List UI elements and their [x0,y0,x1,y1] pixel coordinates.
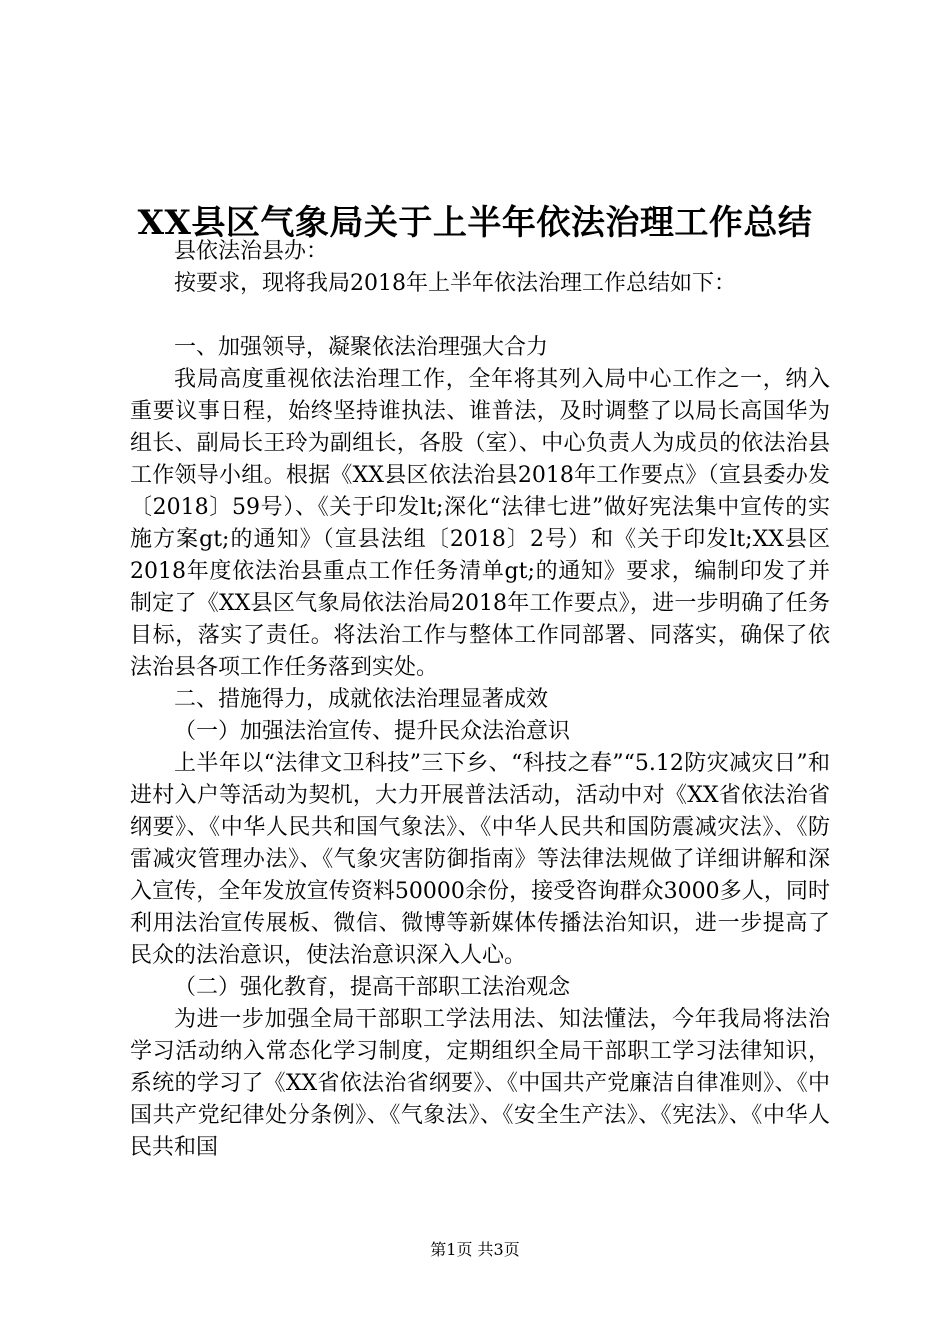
intro-paragraph: 按要求，现将我局2018年上半年依法治理工作总结如下： [174,271,736,296]
body-paragraph-1: 我局高度重视依法治理工作，全年将其列入局中心工作之一，纳入重要议事日程，始终坚持谁执法、谁普法，及时调整了以局长高国华为组长、副局长王玲为副组长，各股（室）、中心负责人为成员的依法治县工作领导小组。根据《XX县区依法治县2018年工作要点》（宣县委办发〔2018〕59号）、《关于印发lt;深化“法律七进”做好宪法集中宣传的实施方案gt;的通知》（宣县法组〔2018〕2号）和《关于印发lt;XX县区2018年度依法治县重点工作任务清单gt;的通知》要求，编制印发了并制定了《XX县区气象局依法治局2018年工作要点》，进一步明确了任务目标，落实了责任。将法治工作与整体工作同部署、同落实，确保了依法治县各项工作任务落到实处。 [130,367,830,680]
subsection-heading-2: （二）强化教育，提高干部职工法治观念 [174,975,571,1000]
salutation: 县依法治县办： [174,239,329,264]
blank-line [130,300,830,332]
section-heading-1: 一、加强领导，凝聚依法治理强大合力 [174,335,549,360]
body-paragraph-2: 上半年以“法律文卫科技”三下乡、“科技之春”“5.12防灾减灾日”和进村入户等活动为契机，大力开展普法活动，活动中对《XX省依法治省纲要》、《中华人民共和国气象法》、《中华人民共和国防震减灾法》、《防雷减灾管理办法》、《气象灾害防御指南》等法律法规做了详细讲解和深入宣传，全年发放宣传资料50000余份，接受咨询群众3000多人，同时利用法治宣传展板、微信、微博等新媒体传播法治知识，进一步提高了民众的法治意识，使法治意识深入人心。 [130,751,830,968]
subsection-heading-1: （一）加强法治宣传、提升民众法治意识 [174,719,571,744]
section-heading-2: 二、措施得力，成就依法治理显著成效 [174,687,549,712]
body-paragraph-3: 为进一步加强全局干部职工学法用法、知法懂法，今年我局将法治学习活动纳入常态化学习制度，定期组织全局干部职工学习法律知识，系统的学习了《XX省依法治省纲要》、《中国共产党廉洁自律准则》、《中国共产党纪律处分条例》、《气象法》、《安全生产法》、《宪法》、《中华人民共和国 [130,1007,830,1160]
document-title: XX县区气象局关于上半年依法治理工作总结 [137,202,813,243]
document-body [130,236,830,1164]
page-footer: 第1页 共3页 [430,1240,520,1259]
